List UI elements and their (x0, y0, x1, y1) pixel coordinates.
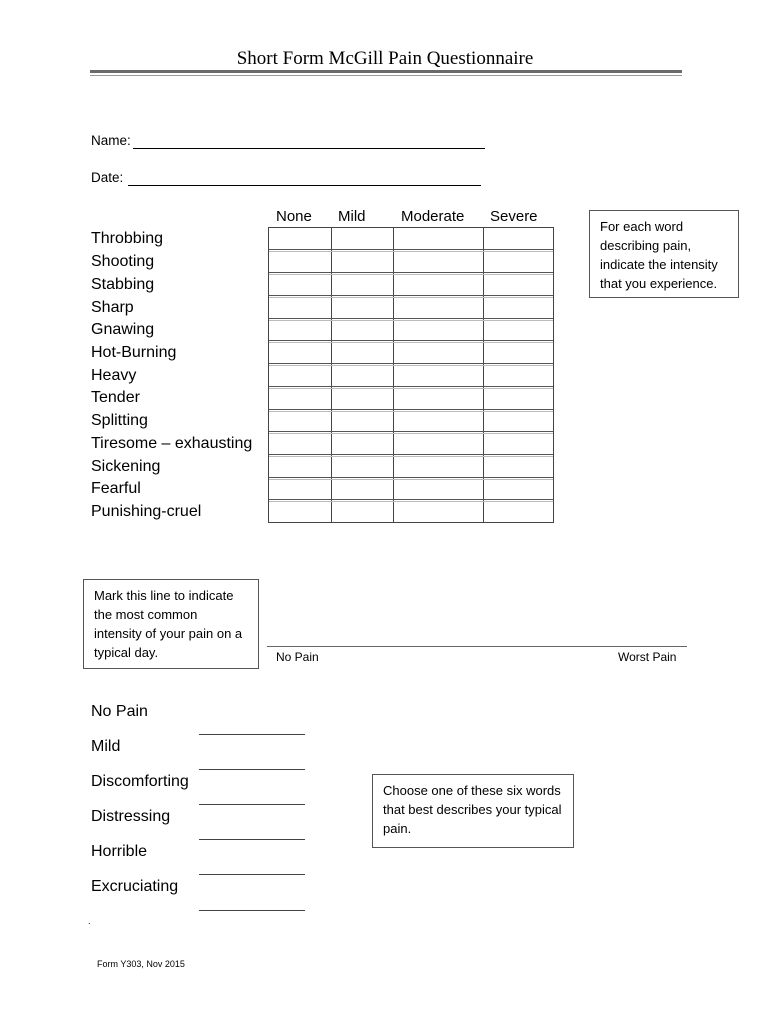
name-label: Name: (91, 133, 131, 148)
descriptor-distressing: Distressing (91, 808, 171, 825)
grid-row-gap (269, 411, 553, 412)
pain-word-sharp: Sharp (91, 299, 134, 316)
pain-word-throbbing: Throbbing (91, 230, 164, 247)
grid-row-gap (269, 297, 553, 298)
pain-word-tender: Tender (91, 389, 140, 406)
instruction-text-words: For each word describing pain, indicate the intensity that you experience. (600, 219, 718, 291)
grid-row-gap (269, 479, 553, 480)
pain-word-heavy: Heavy (91, 367, 137, 384)
grid-row-gap (269, 456, 553, 457)
pain-word-shooting: Shooting (91, 253, 155, 270)
descriptor-answer-line[interactable] (199, 769, 305, 770)
grid-row-divider (269, 431, 553, 432)
grid-row-divider (269, 477, 553, 478)
form-id: Form Y303, Nov 2015 (97, 959, 185, 969)
grid-row-divider (269, 409, 553, 410)
instruction-box-choose (372, 774, 574, 848)
date-field[interactable] (128, 185, 481, 186)
grid-row-divider (269, 249, 553, 250)
title-divider-thin (90, 75, 682, 76)
grid-row-gap (269, 320, 553, 321)
pain-word-splitting: Splitting (91, 412, 148, 429)
column-header-moderate: Moderate (401, 208, 465, 225)
intensity-grid[interactable] (268, 227, 554, 523)
grid-row-gap (269, 274, 553, 275)
grid-row-divider (269, 499, 553, 500)
title-divider (90, 70, 682, 73)
column-header-severe: Severe (490, 208, 538, 225)
descriptor-answer-line[interactable] (199, 734, 305, 735)
pain-word-gnawing: Gnawing (91, 321, 155, 338)
descriptor-mild: Mild (91, 738, 121, 755)
grid-row-gap (269, 251, 553, 252)
pain-word-stabbing: Stabbing (91, 276, 155, 293)
grid-row-gap (269, 501, 553, 502)
pain-word-fearful: Fearful (91, 480, 141, 497)
instruction-text-choose: Choose one of these six words that best describes your typical pain. (383, 783, 562, 836)
grid-row-divider (269, 386, 553, 387)
descriptor-horrible: Horrible (91, 843, 148, 860)
grid-row-gap (269, 388, 553, 389)
page-title: Short Form McGill Pain Questionnaire (236, 48, 534, 69)
grid-row-gap (269, 433, 553, 434)
descriptor-excruciating: Excruciating (91, 878, 179, 895)
grid-row-gap (269, 342, 553, 343)
descriptor-answer-line[interactable] (199, 910, 305, 911)
descriptor-discomforting: Discomforting (91, 773, 189, 790)
grid-row-divider (269, 340, 553, 341)
grid-row-divider (269, 318, 553, 319)
instruction-box-words (589, 210, 739, 298)
descriptor-no-pain: No Pain (91, 703, 148, 720)
descriptor-answer-line[interactable] (199, 874, 305, 875)
pain-word-sickening: Sickening (91, 458, 161, 475)
grid-row-divider (269, 295, 553, 296)
instruction-box-line (83, 579, 259, 669)
grid-row-divider (269, 272, 553, 273)
footer-dot: . (88, 916, 91, 926)
scale-label-no-pain: No Pain (276, 650, 319, 664)
column-header-mild: Mild (338, 208, 366, 225)
grid-row-gap (269, 365, 553, 366)
grid-row-divider (269, 454, 553, 455)
name-field[interactable] (133, 148, 485, 149)
pain-word-tiresome-exhausting: Tiresome – exhausting (91, 435, 253, 452)
column-header-none: None (276, 208, 312, 225)
grid-row-divider (269, 363, 553, 364)
pain-word-hot-burning: Hot-Burning (91, 344, 177, 361)
descriptor-answer-line[interactable] (199, 839, 305, 840)
descriptor-answer-line[interactable] (199, 804, 305, 805)
instruction-text-line: Mark this line to indicate the most common intensity of your pain on a typical day. (94, 588, 243, 660)
pain-word-punishing-cruel: Punishing-cruel (91, 503, 202, 520)
date-label: Date: (91, 170, 124, 185)
pain-scale-line[interactable] (267, 646, 687, 647)
scale-label-worst-pain: Worst Pain (618, 650, 677, 664)
